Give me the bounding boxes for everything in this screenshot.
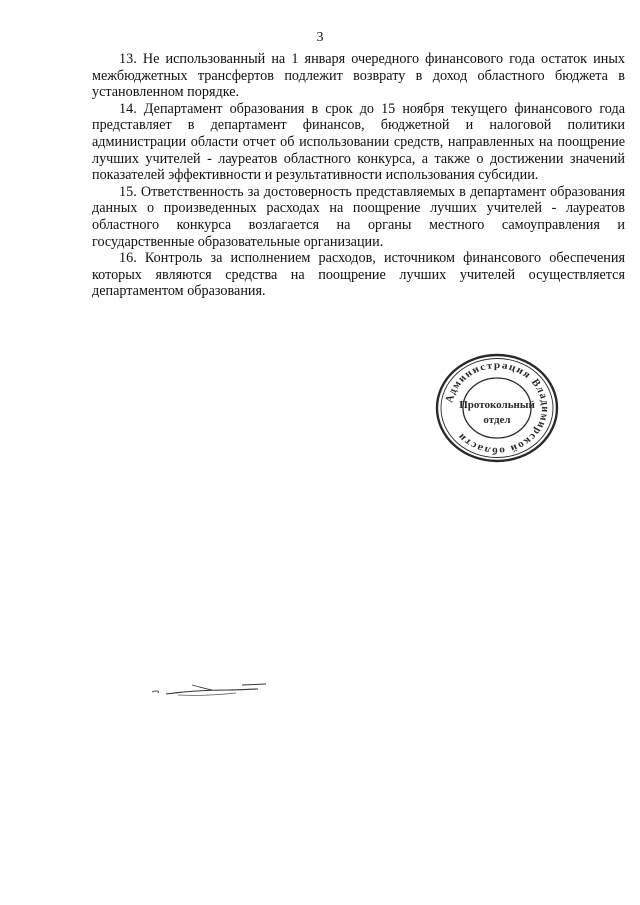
protocol-department-stamp (433, 352, 561, 464)
paragraph-16: 16. Контроль за исполнением расходов, источником финансового обеспечения которых являются средства на поощрение лучших учителей осуществляется департаментом образования. (92, 250, 625, 300)
document-body (92, 51, 625, 300)
stamp-inner-line2: отдел (483, 414, 511, 426)
paragraph-13: 13. Не использованный на 1 января очередного финансового года остаток иных межбюджетных трансфертов подлежит возврату в доход областного бюджета в установленном порядке. (92, 51, 625, 101)
paragraph-14: 14. Департамент образования в срок до 15 ноября текущего финансового года представляет в департамент финансов, бюджетной и налоговой политики администрации области отчет об использовании средств, направленных на поощрение лучших учителей - лауреатов областного конкурса, а также о достижении значений показателей эффективности и результативности использования субсидии. (92, 100, 625, 184)
signature (148, 676, 278, 706)
stamp-inner-line1: Протокольный (459, 399, 535, 411)
page-number: 3 (316, 30, 324, 45)
paragraph-15: 15. Ответственность за достоверность представляемых в департамент образования данных о произведенных расходах на поощрение лучших учителей - лауреатов областного конкурса возлагается на органы местного самоуправления и государственные образовательные организации. (92, 183, 625, 250)
stamp-ring-text: Администрация Владимирской области (443, 360, 551, 456)
